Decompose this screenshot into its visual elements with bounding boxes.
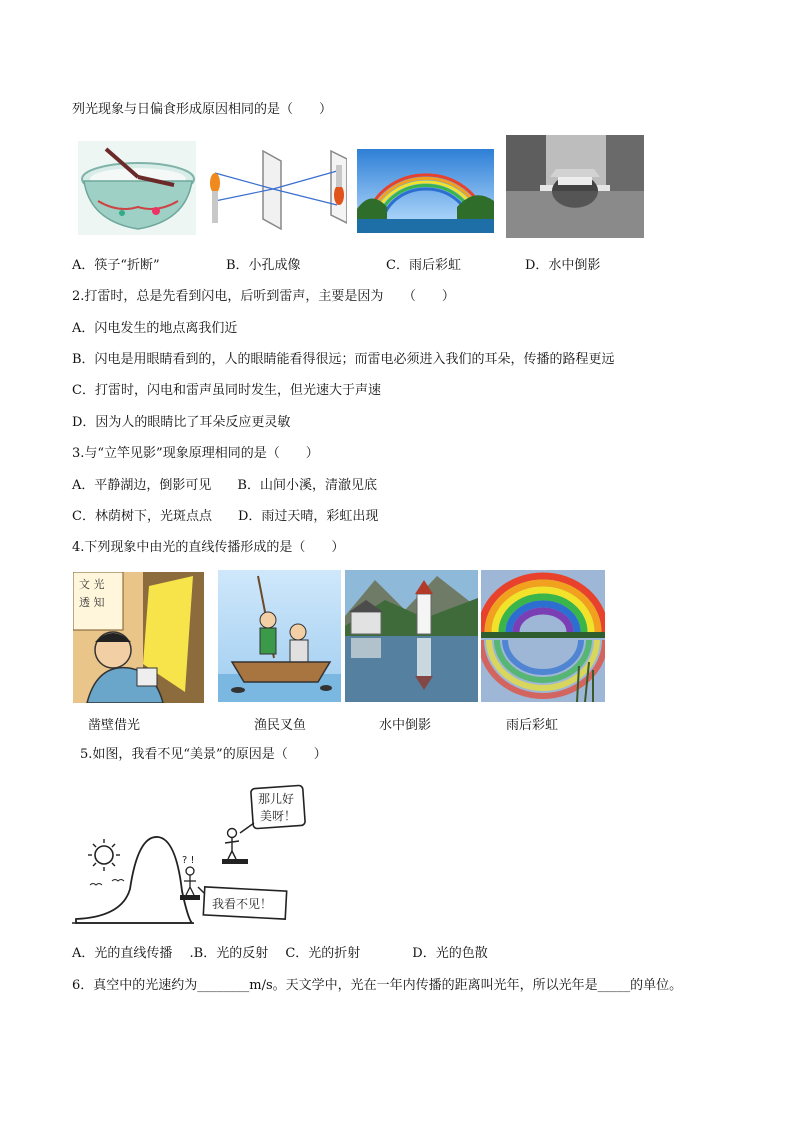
- q4-caption-2: 渔民叉鱼: [254, 718, 307, 733]
- q1-option-d: D．水中倒影: [525, 258, 601, 273]
- q1-stem: 列光现象与日偏食形成原因相同的是（ ）: [72, 102, 333, 117]
- q4-stem: 4.下列现象中由光的直线传播形成的是（ ）: [72, 540, 345, 555]
- q2-option-a: A．闪电发生的地点离我们近: [72, 321, 238, 336]
- q4-image-rainbow: [481, 570, 605, 702]
- q5-options: A．光的直线传播 .B．光的反射 C．光的折射 D．光的色散: [72, 946, 488, 961]
- q1-image-rainbow: [357, 149, 494, 233]
- q6-text: 6．真空中的光速约为________m/s。天文学中，光在一年内传播的距离叫光年，所以光年是_____的单位。: [72, 978, 683, 993]
- q5-stem: 5.如图，我看不见“美景”的原因是（ ）: [80, 747, 327, 762]
- svg-text:文 光: 文 光: [79, 578, 105, 591]
- q4-image-water-reflection: [345, 570, 478, 702]
- q2-option-c: C．打雷时，闪电和雷声虽同时发生，但光速大于声速: [72, 383, 381, 398]
- bubble-line-2: 美呀！: [260, 809, 297, 823]
- q2-option-b: B．闪电是用眼睛看到的，人的眼睛能看得很远；而雷电必须进入我们的耳朵，传播的路程更远: [72, 352, 615, 367]
- q3-stem: 3.与“立竿见影”现象原理相同的是（ ）: [72, 446, 319, 461]
- q1-image-bridge-reflection: [506, 135, 644, 238]
- q4-image-wall-light: [73, 572, 204, 703]
- q4-caption-4: 雨后彩虹: [506, 718, 559, 733]
- bubble-cant-see: 我看不见！: [212, 897, 273, 911]
- svg-text:透 知: 透 知: [79, 596, 105, 609]
- bubble-line-1: 那儿好: [258, 792, 295, 806]
- q4-image-fisherman: [218, 570, 341, 702]
- q3-options-row2: C．林荫树下，光斑点点 D．雨过天晴，彩虹出现: [72, 509, 379, 524]
- q2-option-d: D．因为人的眼睛比了耳朵反应更灵敏: [72, 415, 291, 430]
- q5-image-cartoon: [72, 781, 312, 931]
- q1-option-c: C．雨后彩虹: [386, 258, 461, 273]
- q4-caption-3: 水中倒影: [379, 718, 432, 733]
- q1-image-chopstick-bowl: [78, 141, 196, 235]
- question-marks: ? !: [182, 855, 195, 866]
- q1-image-pinhole: [207, 143, 347, 233]
- q1-option-b: B．小孔成像: [226, 258, 301, 273]
- q3-options-row1: A．平静湖边，倒影可见 B．山间小溪，清澈见底: [72, 478, 377, 493]
- sun-icon: [95, 846, 113, 864]
- q4-caption-1: 凿壁借光: [88, 718, 141, 733]
- q1-option-a: A．筷子“折断”: [72, 258, 160, 273]
- q2-stem: 2.打雷时，总是先看到闪电，后听到雷声，主要是因为 （ ）: [72, 289, 455, 304]
